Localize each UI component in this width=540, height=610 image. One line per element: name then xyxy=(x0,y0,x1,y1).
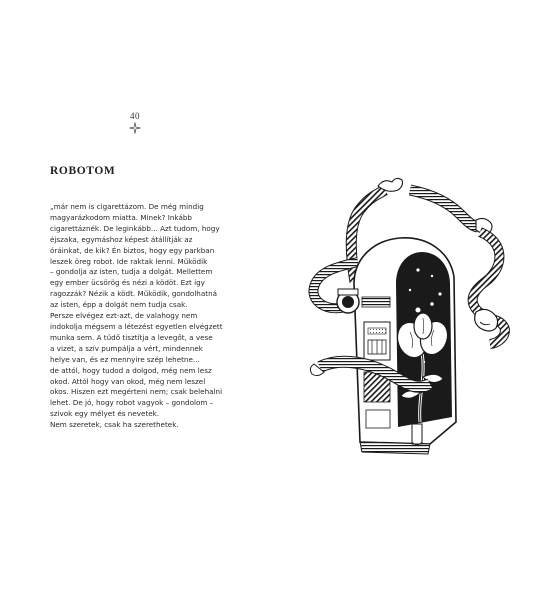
poem-line: szivok egy mélyet és nevetek. xyxy=(50,409,160,419)
poem-line: a vizet, a szív pumpálja a vért, mindennek xyxy=(50,343,203,353)
poem-line: ragozzák? Nézik a ködt. Működik, gondolhatná xyxy=(50,289,218,299)
four-point-star-icon xyxy=(129,122,141,134)
poem-line: Persze elvégez ezt-azt, de valahogy nem xyxy=(50,311,198,321)
page-number: 40 xyxy=(130,111,140,121)
poem-line: cigarettáznék. De leginkább... Azt tudom, hogy xyxy=(50,223,220,233)
poem-line: okod. Attól hogy van okod, még nem leszel xyxy=(50,376,206,386)
poem-line: az isten, épp a dolgát nem tudja csak. xyxy=(50,300,188,310)
robot-door-illustration xyxy=(300,172,518,462)
poem-line: okos. Hiszen ezt megérteni nem; csak belehalni xyxy=(50,387,223,397)
poem-line: éjszaka, egymáshoz képest átállítják az xyxy=(50,234,193,244)
poem-line: helye van, és ez mennyire szép lehetne... xyxy=(50,354,200,364)
poem-line: indokolja mégsem a létezést egyetlen elvégzett xyxy=(50,321,223,331)
poem-title: ROBOTOM xyxy=(50,165,116,177)
poem-line: – gondolja az isten, tudja a dolgát. Mellettem xyxy=(50,267,213,277)
poem-line: óráinkat, de kik? Én biztos, hogy egy parkban xyxy=(50,245,215,255)
poem-body xyxy=(50,202,250,431)
poem-line: magyarázkodom miatta. Minek? Inkább xyxy=(50,212,192,222)
poem-line: munka sem. A tüdő tisztítja a levegőt, a vese xyxy=(50,332,213,342)
right-ribbon xyxy=(473,232,505,344)
poem-line: „már nem is cigarettázom. De még mindig xyxy=(50,202,204,211)
poem-line: Nem szeretek, csak ha szerethetek. xyxy=(50,420,179,430)
poem-line: egy ember ücsörög és nézi a ködöt. Ezt így xyxy=(50,278,205,288)
poem-line: de attól, hogy tudod a dolgod, még nem lesz xyxy=(50,365,212,375)
poem-line: lehet. De jó, hogy robot vagyok – gondolom – xyxy=(50,398,214,408)
poem-line: leszek öreg robot. Ide raktak lenni. Működik xyxy=(50,256,208,266)
